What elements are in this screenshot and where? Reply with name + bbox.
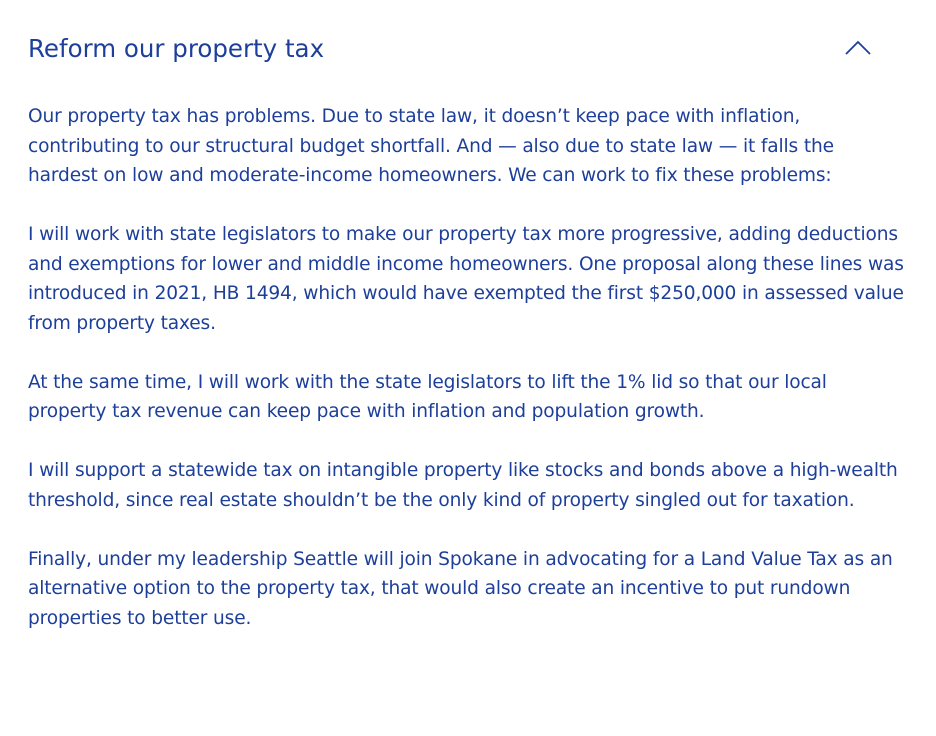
chevron-up-icon[interactable]	[843, 36, 873, 58]
paragraph-lift-lid: At the same time, I will work with the state legislators to lift the 1% lid so that our local property tax revenue can keep pace with inflation and population growth.	[28, 371, 827, 422]
accordion-title[interactable]: Reform our property tax	[28, 34, 325, 63]
accordion-header[interactable]	[28, 0, 908, 98]
accordion-content	[28, 102, 908, 663]
paragraph-problems: Our property tax has problems. Due to state law, it doesn’t keep pace with inflation, contributing to our structural budget shortfall. And — also due to state law — it falls the hardest on low and moderate-income homeowners. We can work to fix these problems:	[28, 106, 834, 186]
property-tax-accordion	[28, 0, 908, 629]
paragraph-land-value-tax: Finally, under my leadership Seattle will join Spokane in advocating for a Land Value Tax as an alternative option to the property tax, that would also create an incentive to put rundown properties to better use.	[28, 548, 893, 629]
paragraph-progressive-tax: I will work with state legislators to make our property tax more progressive, adding deductions and exemptions for lower and middle income homeowners. One proposal along these lines was introduced in 2021, HB 1494, which would have exempted the first $250,000 in assessed value from property taxes.	[28, 224, 904, 334]
paragraph-intangible-property: I will support a statewide tax on intangible property like stocks and bonds above a high-wealth threshold, since real estate shouldn’t be the only kind of property singled out for taxation.	[28, 460, 898, 511]
